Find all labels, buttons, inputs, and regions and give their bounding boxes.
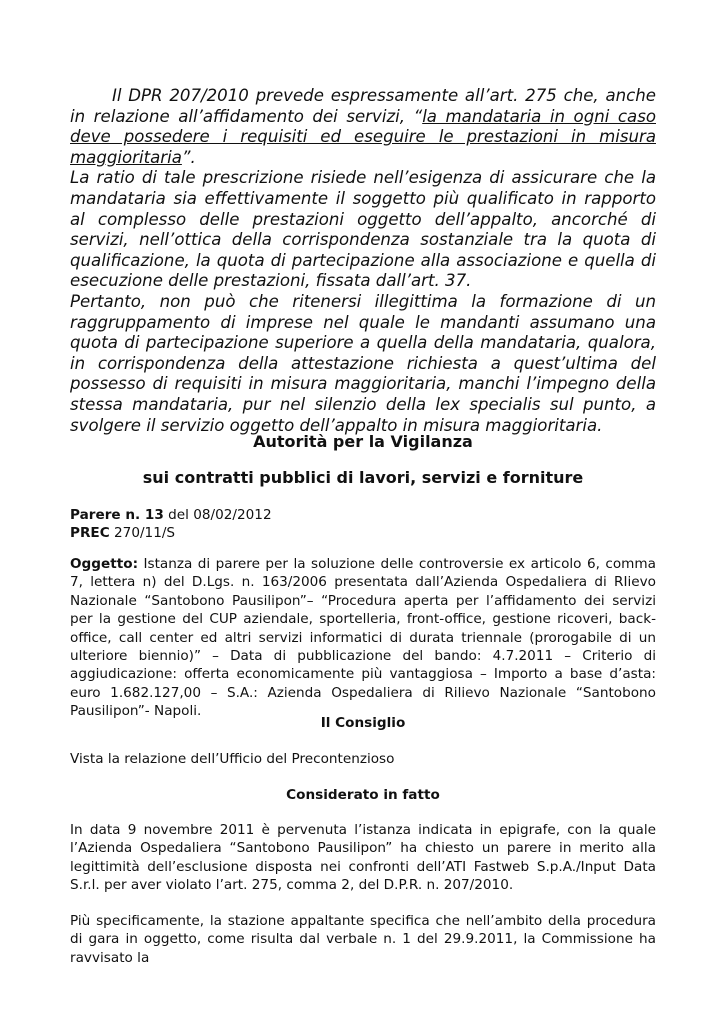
- summary-paragraph-3: Pertanto, non può che ritenersi illegittima la formazione di un raggruppamento di imprese nel quale le mandanti assumano una quota di partecipazione superiore a quella della mandataria, qualora, in corrispondenza della attestazione richiesta a quest’ultima del possesso di requisiti in misura maggioritaria, manchi l’impegno della stessa mandataria, pur nel silenzio della lex specialis sul punto, a svolgere il servizio oggetto dell’appalto in misura maggioritaria.: [70, 291, 656, 435]
- oggetto-label: Oggetto:: [70, 556, 139, 572]
- vista-line: Vista la relazione dell’Ufficio del Precontenzioso: [70, 751, 395, 767]
- oggetto-paragraph: [70, 555, 656, 721]
- prec-line: [70, 524, 656, 542]
- parere-block: [70, 506, 656, 543]
- oggetto-text: Istanza di parere per la soluzione delle controversie ex articolo 6, comma 7, lettera n) del D.Lgs. n. 163/2006 presentata dall’Azienda Ospedaliera di RIievo Nazionale “Santobono Pausilipon”– “Procedura aperta per l’affidamento dei servizi per la gestione del CUP aziendale, sportelleria, front-office, gestione ricoveri, back-office, call center ed altri servizi informatici di durata triennale (prorogabile di un ulteriore biennio)” – Data di pubblicazione del bando: 4.7.2011 – Criterio di aggiudicazione: offerta economicamente più vantaggiosa – Importo a base d’asta: euro 1.682.127,00 – S.A.: Azienda Ospedaliera di Rilievo Nazionale “Santobono Pausilipon”- Napoli.: [70, 556, 656, 720]
- considerato-heading: Considerato in fatto: [286, 787, 440, 803]
- summary-paragraph-1: [70, 86, 656, 168]
- fatto-paragraph-1: [70, 821, 656, 895]
- summary-text: Il DPR 207/2010 prevede espressamente all’art. 275 che, anche in relazione all’affidamento dei servizi, “: [70, 86, 656, 126]
- summary-text-end: ”.: [181, 147, 196, 167]
- authority-title: Autorità per la Vigilanza: [253, 432, 473, 451]
- parere-label: Parere n. 13: [70, 507, 164, 523]
- fatto-text-1: In data 9 novembre 2011 è pervenuta l’istanza indicata in epigrafe, con la quale l’Azienda Ospedaliera “Santobono Pausilipon” ha chiesto un parere in merito alla legittimità dell’esclusione disposta nei confronti dell’ATI Fastweb S.p.A./Input Data S.r.l. per aver violato l’art. 275, comma 2, del D.P.R. n. 207/2010.: [70, 822, 656, 894]
- authority-subtitle: sui contratti pubblici di lavori, servizi e forniture: [142, 468, 584, 487]
- oggetto-block: [70, 555, 656, 721]
- underlined-quote: la mandataria in ogni caso deve possedere i requisiti ed eseguire le prestazioni in misura maggioritaria: [70, 106, 656, 167]
- fatto-paragraph-2: [70, 912, 656, 967]
- italic-summary: [70, 86, 656, 436]
- fatto-text-2: Più specificamente, la stazione appaltante specifica che nell’ambito della procedura di gara in oggetto, come risulta dal verbale n. 1 del 29.9.2011, la Commissione ha ravvisato la: [70, 913, 656, 966]
- parere-line: [70, 506, 656, 524]
- parere-date: del 08/02/2012: [163, 507, 272, 523]
- prec-label: PREC: [70, 525, 110, 542]
- summary-paragraph-2: La ratio di tale prescrizione risiede nell’esigenza di assicurare che la mandataria sia effettivamente il soggetto più qualificato in rapporto al complesso delle prestazioni oggetto dell’appalto, ancorché di servizi, nell’ottica della corrispondenza sostanziale tra la quota di qualificazione, la quota di partecipazione alla associazione e quella di esecuzione delle prestazioni, fissata dall’art. 37.: [70, 168, 656, 291]
- consiglio-heading: Il Consiglio: [320, 715, 406, 731]
- prec-value: 270/11/S: [109, 525, 176, 542]
